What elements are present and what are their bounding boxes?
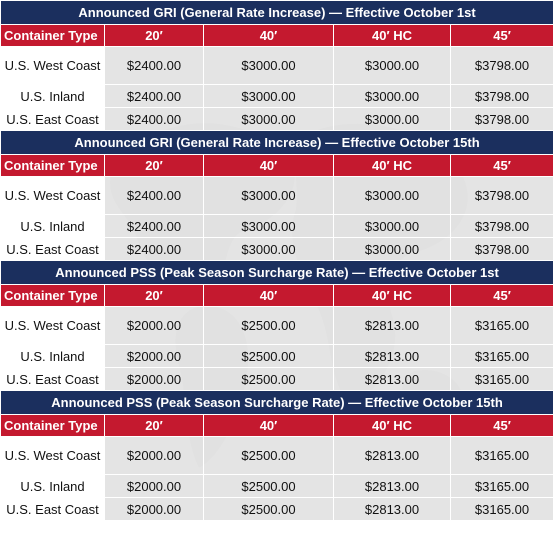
size-column-header: 40′ HC: [334, 25, 451, 47]
table-row: [1, 498, 553, 521]
rate-cell: $2000.00: [105, 498, 204, 521]
region-label: U.S. West Coast: [1, 47, 105, 85]
container-type-header: Container Type: [1, 415, 105, 437]
region-label: U.S. Inland: [1, 345, 105, 368]
table-row: [1, 307, 553, 345]
rate-cell: $2813.00: [334, 345, 451, 368]
region-label: U.S. West Coast: [1, 177, 105, 215]
container-type-header: Container Type: [1, 285, 105, 307]
section-title: Announced PSS (Peak Season Surcharge Rate) — Effective October 15th: [1, 391, 553, 415]
size-column-header: 40′: [204, 285, 334, 307]
section-title: Announced GRI (General Rate Increase) — Effective October 15th: [1, 131, 553, 155]
rate-cell: $3798.00: [451, 238, 553, 261]
rate-cell: $2400.00: [105, 177, 204, 215]
column-header-row: [1, 155, 553, 177]
table-row: [1, 47, 553, 85]
rate-cell: $3000.00: [334, 177, 451, 215]
section-title-row: [1, 391, 553, 415]
rate-cell: $3165.00: [451, 307, 553, 345]
rate-cell: $2813.00: [334, 307, 451, 345]
section-title-row: [1, 261, 553, 285]
size-column-header: 40′: [204, 155, 334, 177]
size-column-header: 20′: [105, 415, 204, 437]
rate-cell: $3000.00: [204, 238, 334, 261]
region-label: U.S. East Coast: [1, 108, 105, 131]
rate-cell: $2813.00: [334, 437, 451, 475]
rate-cell: $3798.00: [451, 85, 553, 108]
column-header-row: [1, 285, 553, 307]
section-title: Announced PSS (Peak Season Surcharge Rate) — Effective October 1st: [1, 261, 553, 285]
column-header-row: [1, 25, 553, 47]
section-title-row: [1, 1, 553, 25]
table-row: [1, 215, 553, 238]
container-type-header: Container Type: [1, 25, 105, 47]
table-row: [1, 368, 553, 391]
region-label: U.S. West Coast: [1, 307, 105, 345]
rate-cell: $3000.00: [204, 47, 334, 85]
container-type-header: Container Type: [1, 155, 105, 177]
region-label: U.S. Inland: [1, 475, 105, 498]
rate-cell: $2000.00: [105, 307, 204, 345]
section-title: Announced GRI (General Rate Increase) — Effective October 1st: [1, 1, 553, 25]
size-column-header: 45′: [451, 285, 553, 307]
region-label: U.S. East Coast: [1, 238, 105, 261]
rate-cell: $2813.00: [334, 475, 451, 498]
rate-cell: $3000.00: [204, 177, 334, 215]
section-title-row: [1, 131, 553, 155]
size-column-header: 40′ HC: [334, 155, 451, 177]
size-column-header: 20′: [105, 155, 204, 177]
rate-cell: $2400.00: [105, 238, 204, 261]
table-row: [1, 345, 553, 368]
table-row: [1, 177, 553, 215]
table-row: [1, 108, 553, 131]
size-column-header: 40′ HC: [334, 415, 451, 437]
size-column-header: 40′: [204, 415, 334, 437]
rate-cell: $3000.00: [334, 108, 451, 131]
size-column-header: 40′: [204, 25, 334, 47]
column-header-row: [1, 415, 553, 437]
rate-cell: $2000.00: [105, 475, 204, 498]
rate-cell: $3165.00: [451, 368, 553, 391]
rate-cell: $3165.00: [451, 345, 553, 368]
size-column-header: 40′ HC: [334, 285, 451, 307]
rate-cell: $3798.00: [451, 215, 553, 238]
region-label: U.S. West Coast: [1, 437, 105, 475]
rate-cell: $2500.00: [204, 475, 334, 498]
rate-cell: $2500.00: [204, 345, 334, 368]
rate-cell: $3000.00: [334, 85, 451, 108]
rate-cell: $3165.00: [451, 498, 553, 521]
rate-cell: $3798.00: [451, 108, 553, 131]
region-label: U.S. East Coast: [1, 368, 105, 391]
region-label: U.S. Inland: [1, 215, 105, 238]
rate-cell: $3000.00: [204, 215, 334, 238]
size-column-header: 45′: [451, 415, 553, 437]
rate-cell: $2500.00: [204, 437, 334, 475]
size-column-header: 20′: [105, 285, 204, 307]
size-column-header: 20′: [105, 25, 204, 47]
rate-cell: $3000.00: [334, 238, 451, 261]
rate-cell: $2400.00: [105, 85, 204, 108]
size-column-header: 45′: [451, 25, 553, 47]
rate-cell: $2500.00: [204, 307, 334, 345]
rate-cell: $3000.00: [334, 215, 451, 238]
region-label: U.S. Inland: [1, 85, 105, 108]
rate-cell: $3798.00: [451, 177, 553, 215]
rate-cell: $3000.00: [204, 108, 334, 131]
rate-cell: $3165.00: [451, 437, 553, 475]
size-column-header: 45′: [451, 155, 553, 177]
rate-cell: $3165.00: [451, 475, 553, 498]
rate-cell: $2000.00: [105, 345, 204, 368]
rate-cell: $2000.00: [105, 437, 204, 475]
rate-cell: $3000.00: [334, 47, 451, 85]
rate-cell: $2500.00: [204, 498, 334, 521]
rate-cell: $2813.00: [334, 498, 451, 521]
table-row: [1, 85, 553, 108]
rate-cell: $2000.00: [105, 368, 204, 391]
rate-cell: $2500.00: [204, 368, 334, 391]
rate-cell: $3000.00: [204, 85, 334, 108]
table-row: [1, 437, 553, 475]
region-label: U.S. East Coast: [1, 498, 105, 521]
rate-cell: $3798.00: [451, 47, 553, 85]
rate-cell: $2813.00: [334, 368, 451, 391]
rate-cell: $2400.00: [105, 108, 204, 131]
rate-cell: $2400.00: [105, 47, 204, 85]
rate-cell: $2400.00: [105, 215, 204, 238]
table-row: [1, 238, 553, 261]
table-row: [1, 475, 553, 498]
